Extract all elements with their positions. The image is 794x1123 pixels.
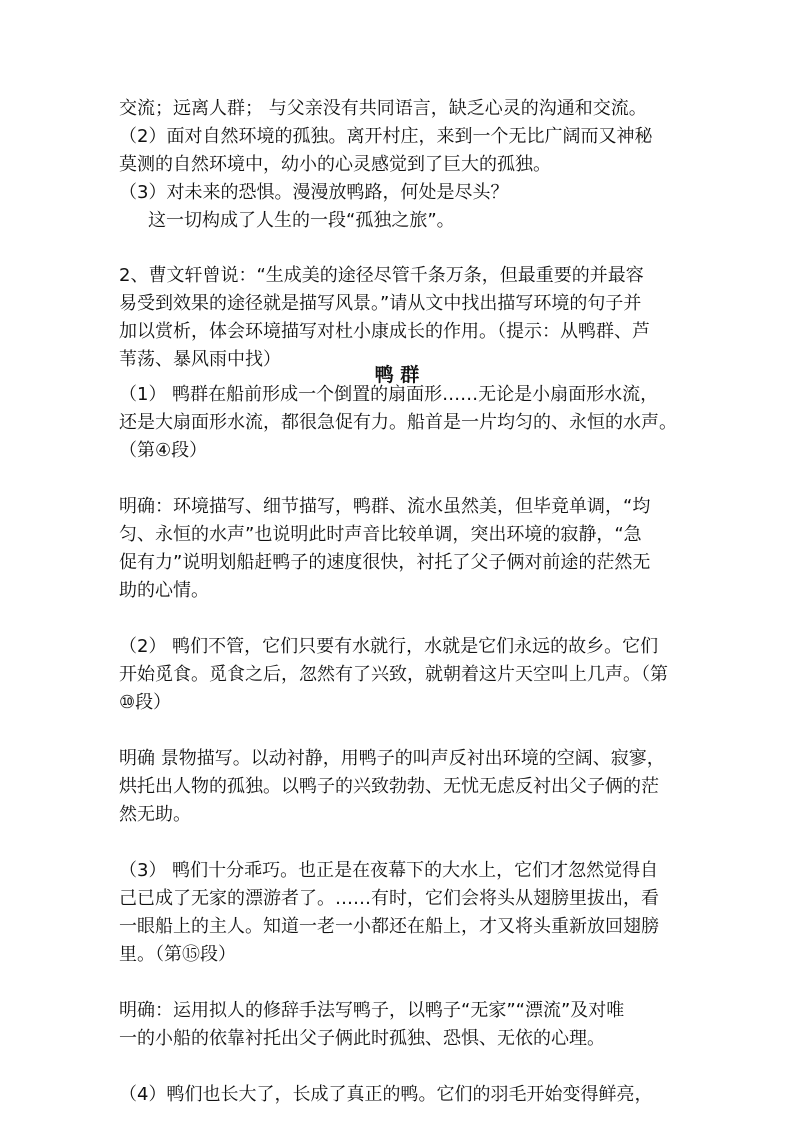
intro-line-2: （2）面对自然环境的孤独。离开村庄，来到一个无比广阔而又神秘 [119,126,653,147]
item4-quote-line-1: （4）鸭们也长大了，长成了真正的鸭。它们的羽毛开始变得鲜亮， [119,1084,653,1105]
question2-line-3: 加以赏析，体会环境描写对杜小康成长的作用。（提示：从鸭群、芦 [119,321,650,342]
item2-answer-line-2: 烘托出人物的孤独。以鸭子的兴致勃勃、无忧无虑反衬出父子俩的茫 [119,776,659,797]
item3-quote-line-1: （3） 鸭们十分乖巧。也正是在夜幕下的大水上，它们才忽然觉得自 [119,860,659,881]
item3-quote-line-2: 己已成了无家的漂游者了。……有时，它们会将头从翅膀里拔出，看 [119,888,659,909]
item1-answer-line-4: 助的心情。 [119,580,209,601]
item2-quote-line-3: ⑩段） [119,692,172,713]
item1-quote-line-1: （1） 鸭群在船前形成一个倒置的扇面形……无论是小扇面形水流， [119,384,659,405]
item3-answer-line-1: 明确：运用拟人的修辞手法写鸭子，以鸭子“无家”“漂流”及对唯 [119,1000,625,1021]
intro-line-3: 莫测的自然环境中，幼小的心灵感觉到了巨大的孤独。 [119,154,551,175]
section-title: 鸭 群 [374,364,420,386]
intro-line-4: （3）对未来的恐惧。漫漫放鸭路，何处是尽头？ [119,182,509,203]
item2-answer-line-1: 明确 景物描写。以动衬静，用鸭子的叫声反衬出环境的空阔、寂寥， [119,748,665,769]
question2-line-1: 2、曹文轩曾说：“生成美的途径尽管千条万条，但最重要的并最容 [119,265,644,286]
intro-line-1: 交流；远离人群； 与父亲没有共同语言，缺乏心灵的沟通和交流。 [119,98,647,119]
item2-quote-line-1: （2） 鸭们不管，它们只要有水就行，水就是它们永远的故乡。它们 [119,636,659,657]
item3-quote-line-3: 一眼船上的主人。知道一老一小都还在船上，才又将头重新放回翅膀 [119,916,659,937]
item1-quote-line-2: 还是大扇面形水流，都很急促有力。船首是一片均匀的、永恒的水声。 [119,412,677,433]
intro-line-5: 这一切构成了人生的一段“孤独之旅”。 [148,210,455,231]
item3-answer-line-2: 一的小船的依靠衬托出父子俩此时孤独、恐惧、无依的心理。 [119,1028,605,1049]
item1-answer-line-1: 明确：环境描写、细节描写，鸭群、流水虽然美，但毕竟单调，“均 [119,496,651,517]
item1-quote-line-3: （第④段） [119,440,208,461]
item2-answer-line-3: 然无助。 [119,804,191,825]
item2-quote-line-2: 开始觅食。觅食之后，忽然有了兴致，就朝着这片天空叫上几声。（第 [119,664,668,685]
question2-line-4: 苇荡、暴风雨中找） [119,349,281,370]
item1-answer-line-2: 匀、永恒的水声”也说明此时声音比较单调，突出环境的寂静，“急 [119,524,642,545]
item1-answer-line-3: 促有力”说明划船赶鸭子的速度很快，衬托了父子俩对前途的茫然无 [119,552,651,573]
question2-line-2: 易受到效果的途径就是描写风景。”请从文中找出描写环境的句子并 [119,293,642,314]
item3-quote-line-4: 里。（第⑮段） [119,944,236,965]
